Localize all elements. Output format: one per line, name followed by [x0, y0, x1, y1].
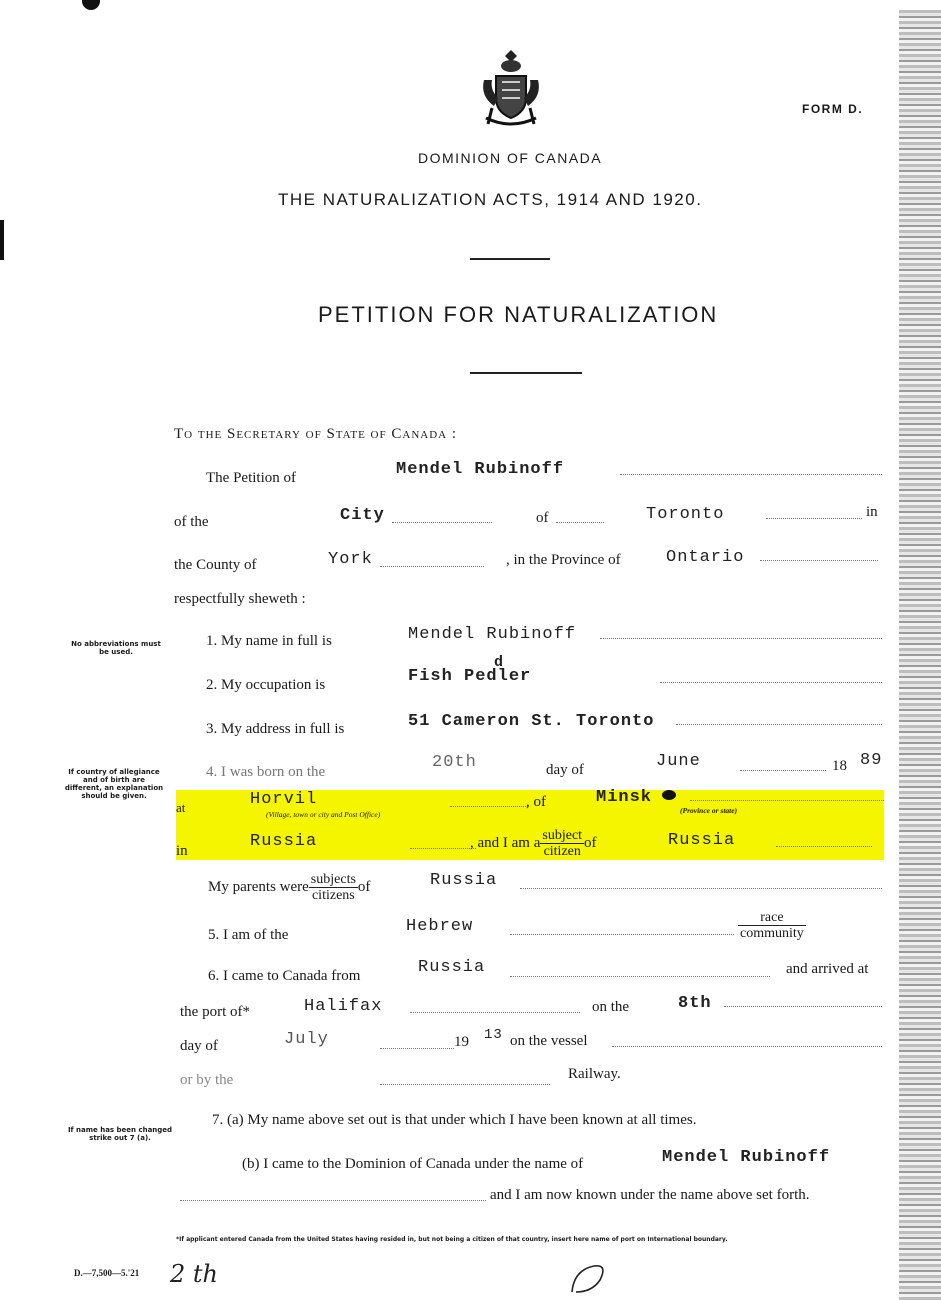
label-petition-of: The Petition of	[206, 470, 296, 486]
blank-line	[690, 800, 884, 801]
label-arrived-at: and arrived at	[786, 961, 869, 977]
value-port: Halifax	[304, 997, 383, 1016]
value-birth-year: 89	[860, 751, 883, 770]
label-citizen: citizen	[543, 844, 581, 859]
item-7a-text: 7. (a) My name above set out is that under which I have been known at all times.	[212, 1112, 697, 1128]
blank-line	[510, 934, 734, 935]
ink-blot	[662, 790, 676, 800]
blank-line	[556, 522, 604, 523]
item-7b-label: (b) I came to the Dominion of Canada under the name of	[242, 1156, 584, 1172]
fraction-subject-citizen	[540, 828, 584, 859]
label-county: the County of	[174, 557, 257, 573]
blank-line	[392, 522, 492, 523]
blank-line	[380, 1048, 454, 1049]
petition-title: PETITION FOR NATURALIZATION	[318, 302, 719, 327]
label-and-i-am-a: , and I am a	[470, 835, 541, 851]
label-vessel: on the vessel	[510, 1033, 588, 1049]
binding-mark	[82, 0, 100, 10]
fraction-subjects-citizens	[309, 872, 358, 903]
value-city: Toronto	[646, 505, 725, 524]
value-birth-place: Horvil	[250, 790, 318, 809]
divider-top	[470, 258, 550, 260]
blank-line	[766, 518, 862, 519]
blank-line	[510, 976, 770, 977]
value-arrival-year: 13	[484, 1027, 503, 1043]
value-former-name: Mendel Rubinoff	[662, 1148, 831, 1167]
dominion-heading: DOMINION OF CANADA	[418, 150, 603, 166]
blank-line	[600, 638, 882, 639]
blank-line	[380, 1084, 550, 1085]
label-year-18: 18	[832, 758, 847, 774]
handwritten-mark: 2 th	[170, 1260, 218, 1288]
item-1-label: 1. My name in full is	[206, 633, 332, 649]
label-day-of: day of	[546, 762, 584, 778]
label-in: in	[866, 504, 878, 520]
label-railway: Railway.	[568, 1066, 621, 1082]
form-code: FORM D.	[802, 102, 864, 116]
value-arrival-day: 8th	[678, 994, 712, 1013]
label-year-19: 19	[454, 1034, 469, 1050]
label-parents-were: My parents were	[208, 879, 309, 895]
value-birth-province: Minsk	[596, 788, 653, 807]
margin-note-name-changed: If name has been changed strike out 7 (a).	[67, 1126, 173, 1142]
item-3-label: 3. My address in full is	[206, 721, 345, 737]
label-at: at	[176, 800, 186, 815]
blank-line	[724, 1006, 882, 1007]
blank-line	[180, 1200, 486, 1201]
value-full-name: Mendel Rubinoff	[408, 625, 577, 644]
label-community: community	[740, 926, 804, 941]
blank-line	[612, 1046, 882, 1047]
hint-place: (Village, town or city and Post Office)	[266, 810, 381, 819]
blank-line	[620, 474, 882, 475]
label-of-province: , of	[526, 794, 546, 810]
hint-province: (Province or state)	[680, 806, 738, 815]
label-subjects: subjects	[310, 872, 356, 887]
form-number: D.—7,500—5.'21	[74, 1268, 140, 1278]
coat-of-arms-emblem	[478, 46, 544, 132]
scan-edge-shadow	[899, 10, 941, 1300]
value-allegiance: Russia	[668, 831, 736, 850]
blank-line	[660, 682, 882, 683]
blank-line	[410, 848, 476, 849]
fraction-race	[738, 910, 806, 941]
value-county: York	[328, 550, 373, 569]
value-occupation: Fish Pedler	[408, 667, 532, 686]
label-port-of: the port of*	[180, 1004, 250, 1020]
value-parents-allegiance: Russia	[430, 871, 498, 890]
blank-line	[380, 566, 484, 567]
value-came-from: Russia	[418, 958, 486, 977]
label-day-of-arrival: day of	[180, 1038, 218, 1054]
label-in-country: in	[176, 843, 188, 859]
label-of-allegiance: of	[584, 835, 597, 851]
blank-line	[776, 846, 872, 847]
blank-line	[410, 1012, 580, 1013]
label-on-the: on the	[592, 999, 630, 1015]
label-race: race	[738, 910, 806, 926]
label-province: , in the Province of	[506, 552, 621, 568]
label-known-under: and I am now known under the name above set forth.	[490, 1187, 810, 1203]
blank-line	[450, 806, 528, 807]
label-or-by-the: or by the	[180, 1072, 234, 1088]
label-of: of	[536, 510, 549, 526]
value-address: 51 Cameron St. Toronto	[408, 712, 655, 731]
blank-line	[740, 770, 826, 771]
fraction-race-community	[738, 910, 806, 941]
item-6-label: 6. I came to Canada from	[208, 968, 361, 984]
value-petitioner: Mendel Rubinoff	[396, 460, 565, 479]
item-2-label: 2. My occupation is	[206, 677, 326, 693]
label-respectfully: respectfully sheweth :	[174, 591, 306, 607]
label-subject: subject	[542, 828, 583, 843]
margin-note-country: If country of allegiance and of birth are different, an explanation should be given.	[64, 768, 164, 800]
label-citizens: citizens	[311, 888, 355, 903]
value-birth-month: June	[656, 752, 701, 771]
value-birth-day: 20th	[432, 753, 477, 772]
blank-line	[760, 560, 878, 561]
value-arrival-month: July	[284, 1030, 329, 1049]
value-city-type: City	[340, 506, 385, 525]
value-province: Ontario	[666, 548, 745, 567]
value-birth-country: Russia	[250, 832, 318, 851]
left-edge-mark	[0, 220, 4, 260]
footnote: *If applicant entered Canada from the United States having resided in, but not being a citizen of that country, insert here name of port on International boundary.	[176, 1236, 728, 1243]
label-of-parents: of	[357, 879, 371, 895]
label-i-am-a	[470, 828, 597, 859]
divider-bottom	[470, 372, 582, 374]
margin-note-abbreviations: No abbreviations must be used.	[71, 640, 161, 656]
acts-heading: THE NATURALIZATION ACTS, 1914 AND 1920.	[278, 190, 703, 209]
label-parents	[208, 872, 370, 903]
value-race: Hebrew	[406, 917, 474, 936]
blank-line	[520, 888, 882, 889]
handwritten-curve	[568, 1262, 614, 1296]
item-4-label: 4. I was born on the	[206, 764, 326, 780]
label-of-the: of the	[174, 514, 209, 530]
item-5-label: 5. I am of the	[208, 927, 289, 943]
blank-line	[676, 724, 882, 725]
salutation: To the Secretary of State of Canada :	[174, 426, 458, 442]
value-occupation-correction: d	[494, 654, 505, 671]
